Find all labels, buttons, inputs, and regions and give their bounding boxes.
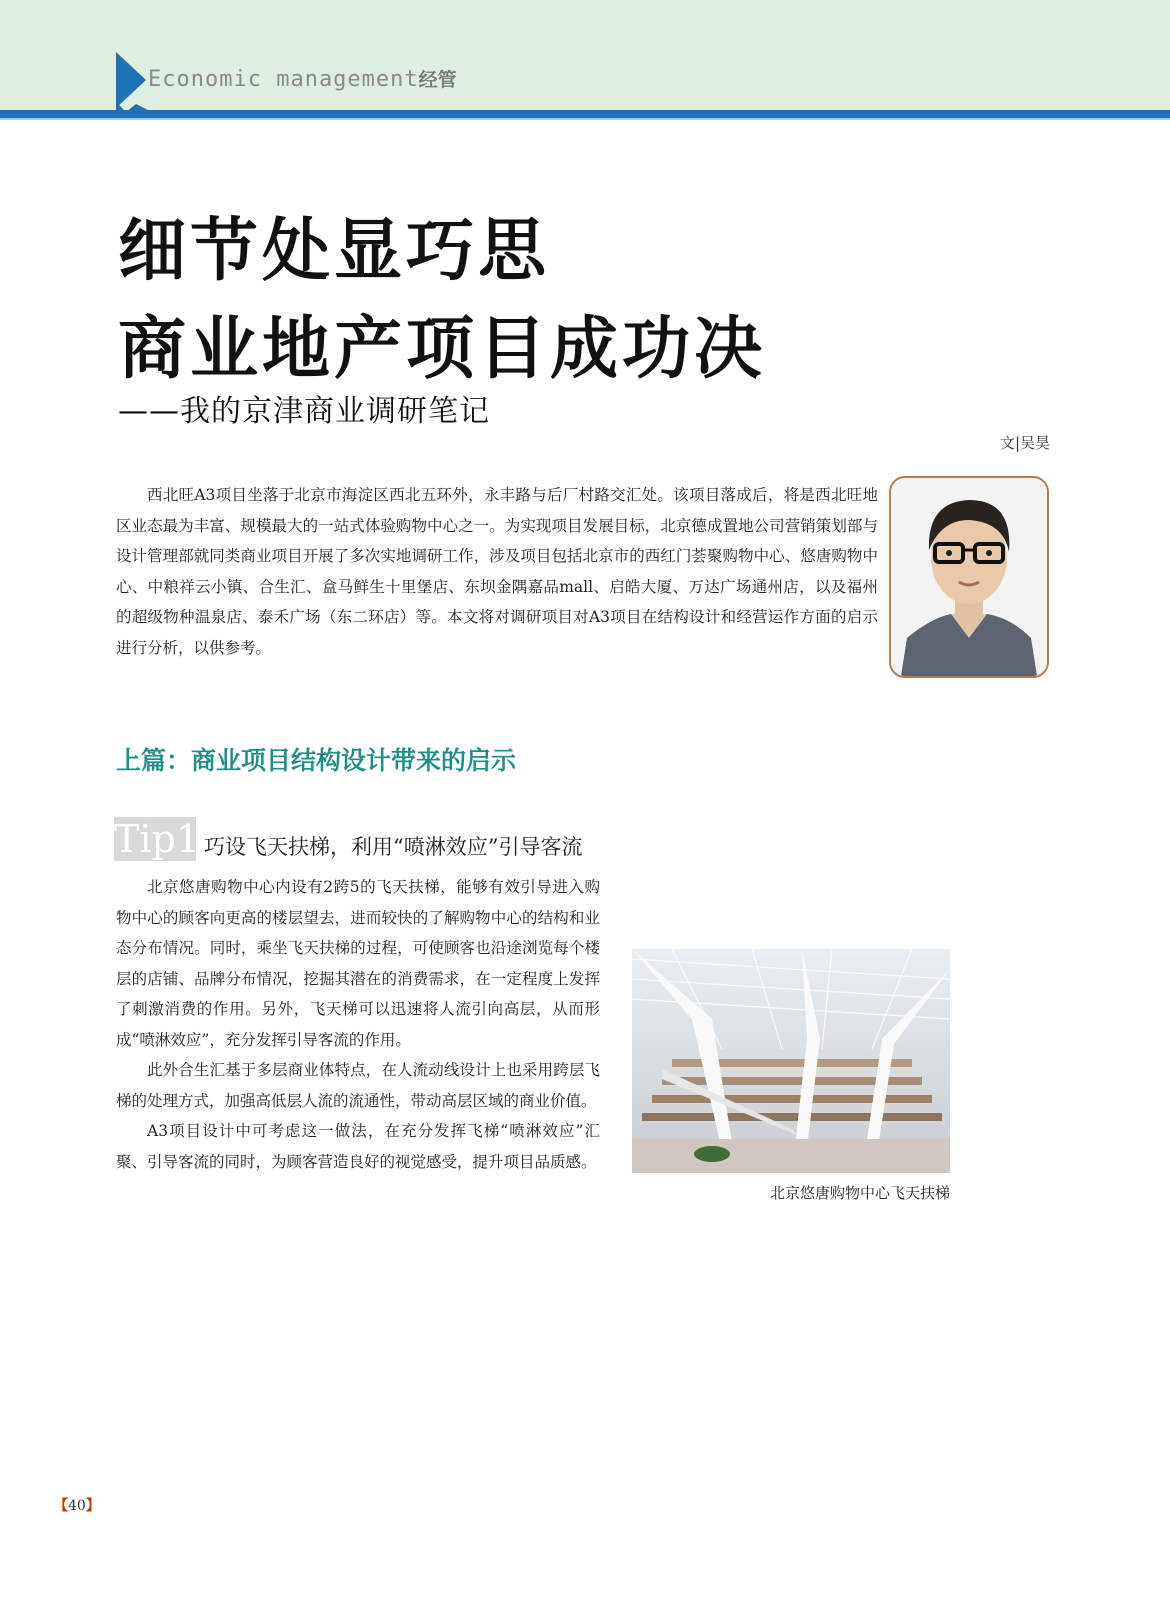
body-paragraph: A3项目设计中可考虑这一做法，在充分发挥飞梯“喷淋效应”汇聚、引导客流的同时，为顾客营造良好的视觉感受，提升项目品质感。	[116, 1122, 600, 1171]
tip-badge: Tip1	[114, 817, 201, 861]
tip-title: 巧设飞天扶梯，利用“喷淋效应”引导客流	[204, 835, 583, 859]
body-paragraph: 此外合生汇基于多层商业体特点，在人流动线设计上也采用跨层飞梯的处理方式，加强高低层人流的流通性，带动高层区域的商业价值。	[116, 1061, 600, 1110]
author-byline: 文|吴昊	[999, 434, 1050, 452]
page-number-value: 40	[68, 1498, 86, 1514]
part-heading: 上篇：商业项目结构设计带来的启示	[116, 746, 517, 775]
header-rule	[0, 110, 1170, 118]
escalator-photo	[632, 949, 950, 1173]
page-number	[54, 1495, 100, 1515]
section-label-en: Economic management	[148, 67, 419, 92]
portrait-image	[891, 478, 1047, 676]
section-label	[148, 66, 457, 94]
header-band	[0, 0, 1170, 115]
article-title-line-1: 细节处显巧思	[118, 212, 551, 291]
section-label-cn: 经管	[418, 69, 457, 91]
atrium-image	[632, 949, 950, 1173]
body-paragraph: 北京悠唐购物中心内设有2跨5的飞天扶梯，能够有效引导进入购物中心的顾客向更高的楼层望去，进而较快的了解购物中心的结构和业态分布情况。同时，乘坐飞天扶梯的过程，可使顾客也沿途浏览每个楼层的店铺、品牌分布情况，挖掘其潜在的消费需求，在一定程度上发挥了刺激消费的作用。另外，飞天梯可以迅速将人流引向高层，从而形成“喷淋效应”，充分发挥引导客流的作用。	[116, 878, 600, 1049]
photo-caption: 北京悠唐购物中心飞天扶梯	[769, 1184, 950, 1202]
page-bracket-open: 【	[54, 1498, 68, 1514]
article-subtitle: ——我的京津商业调研笔记	[118, 394, 490, 429]
author-portrait	[889, 476, 1049, 678]
body-text	[116, 872, 600, 1177]
intro-paragraph: 西北旺A3项目坐落于北京市海淀区西北五环外，永丰路与后厂村路交汇处。该项目落成后，将是西北旺地区业态最为丰富、规模最大的一站式体验购物中心之一。为实现项目发展目标，北京德成置地公司营销策划部与设计管理部就同类商业项目开展了多次实地调研工作，涉及项目包括北京市的西红门荟聚购物中心、悠唐购物中心、中粮祥云小镇、合生汇、盒马鲜生十里堡店、东坝金隅嘉品mall、启皓大厦、万达广场通州店，以及福州的超级物种温泉店、泰禾广场（东二环店）等。本文将对调研项目对A3项目在结构设计和经营运作方面的启示进行分析，以供参考。	[116, 486, 878, 657]
article-title-line-2: 商业地产项目成功决	[118, 310, 767, 389]
header-rule-light	[0, 118, 1170, 120]
page-bracket-close: 】	[85, 1498, 100, 1514]
